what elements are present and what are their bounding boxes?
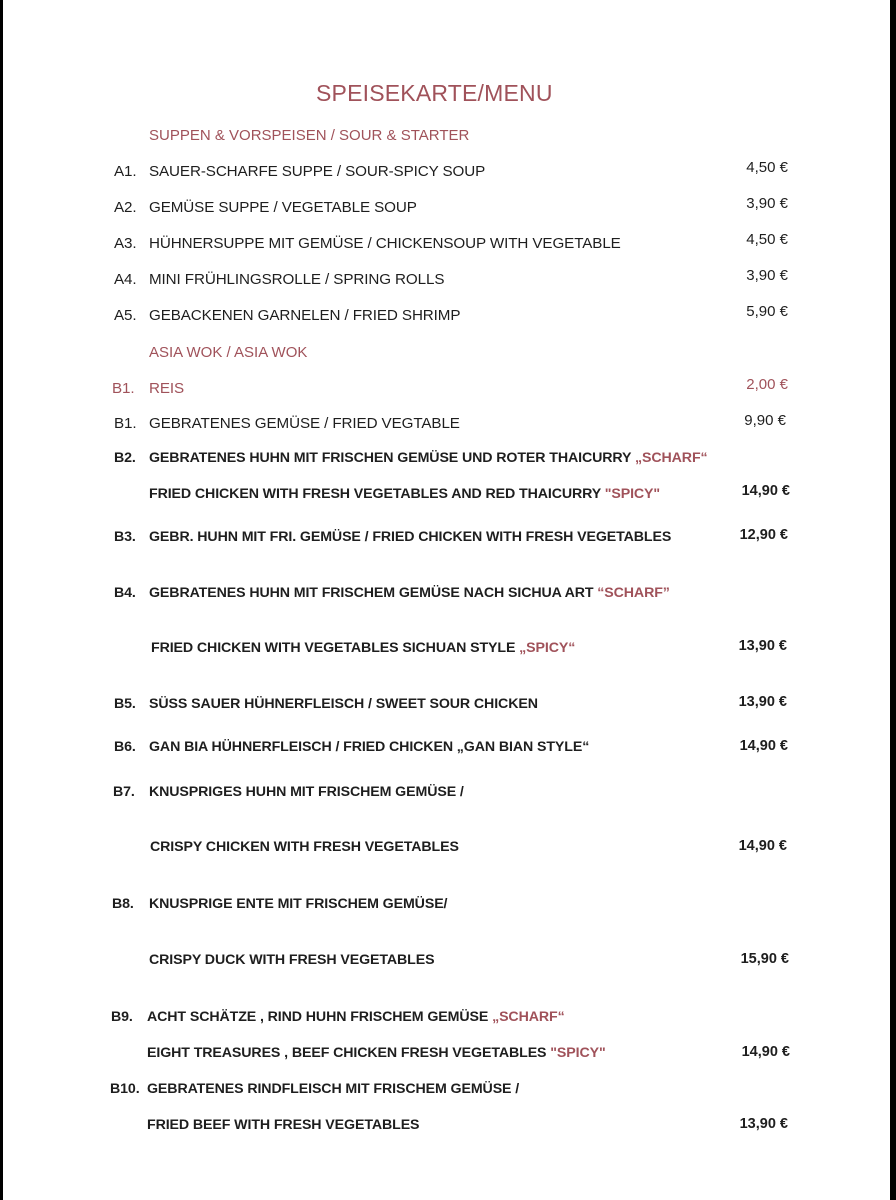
item-name: REIS [149,380,185,397]
item-price-b7: 14,90 € [738,838,787,854]
item-name: GAN BIA HÜHNERFLEISCH / FRIED CHICKEN „GAN BIAN STYLE“ [149,739,590,755]
menu-item-b8 [112,896,448,912]
item-price-a4: 3,90 € [746,267,788,284]
item-code: B7. [113,784,135,800]
item-code: A1. [114,163,137,180]
menu-title: SPEISEKARTE/MENU [316,80,553,106]
item-name: HÜHNERSUPPE MIT GEMÜSE / CHICKENSOUP WITH VEGETABLE [149,235,621,252]
menu-item-b4 [114,585,670,601]
item-name-de: KNUSPRIGES HUHN MIT FRISCHEM GEMÜSE / [149,784,464,800]
item-code: B8. [112,896,134,912]
item-name-de: KNUSPRIGE ENTE MIT FRISCHEM GEMÜSE/ [149,896,448,912]
item-name: MINI FRÜHLINGSROLLE / SPRING ROLLS [149,271,445,288]
item-name: GEMÜSE SUPPE / VEGETABLE SOUP [149,199,417,216]
item-price-b6: 14,90 € [739,738,788,754]
item-price-b10: 13,90 € [739,1116,788,1132]
item-price-b3: 12,90 € [739,527,788,543]
item-name: SAUER-SCHARFE SUPPE / SOUR-SPICY SOUP [149,163,486,180]
menu-item-b5 [114,696,538,712]
menu-item-a1 [114,163,486,180]
menu-item-b9 [111,1009,565,1025]
item-price-b9: 14,90 € [741,1044,790,1060]
menu-item-b10 [110,1081,520,1097]
item-price-b8: 15,90 € [740,951,789,967]
menu-item-a5 [114,307,461,324]
item-code: A5. [114,307,137,324]
item-price-a1: 4,50 € [746,159,788,176]
item-code: B4. [114,585,136,601]
section-heading-wok: ASIA WOK / ASIA WOK [149,344,308,361]
menu-item-b3 [114,529,672,545]
spicy-label: „SCHARF“ [492,1009,565,1025]
spicy-label: "SPICY" [550,1045,606,1061]
item-code: B10. [110,1081,140,1097]
item-price-a2: 3,90 € [746,195,788,212]
item-name-de: ACHT SCHÄTZE , RIND HUHN FRISCHEM GEMÜSE „SCHARF“ [147,1009,565,1025]
item-code: B2. [114,450,136,466]
menu-item-b1 [114,415,460,432]
item-price-b4: 13,90 € [738,638,787,654]
spicy-label: “SCHARF” [597,585,670,601]
item-name-de: GEBRATENES RINDFLEISCH MIT FRISCHEM GEMÜSE / [147,1081,520,1097]
item-price-reis: 2,00 € [746,376,788,393]
item-price-a3: 4,50 € [746,231,788,248]
item-price-b2: 14,90 € [741,483,790,499]
item-code: A2. [114,199,137,216]
spicy-label: „SPICY“ [519,640,576,656]
item-code: A3. [114,235,137,252]
menu-item-a2 [114,199,417,216]
item-name: SÜSS SAUER HÜHNERFLEISCH / SWEET SOUR CHICKEN [149,696,538,712]
item-price-b1: 9,90 € [744,412,786,429]
item-name-en-b7: CRISPY CHICKEN WITH FRESH VEGETABLES [150,839,459,855]
menu-item-b2 [114,450,708,466]
menu-page [3,0,890,1200]
item-name: GEBR. HUHN MIT FRI. GEMÜSE / FRIED CHICKEN WITH FRESH VEGETABLES [149,529,672,545]
menu-item-b6 [114,739,590,755]
item-name-en-b4: FRIED CHICKEN WITH VEGETABLES SICHUAN STYLE „SPICY“ [151,640,576,656]
spicy-label: „SCHARF“ [635,450,708,466]
item-code: B5. [114,696,136,712]
item-price-a5: 5,90 € [746,303,788,320]
item-name-de: GEBRATENES HUHN MIT FRISCHEM GEMÜSE NACH SICHUA ART “SCHARF” [149,585,670,601]
item-name-en-b10: FRIED BEEF WITH FRESH VEGETABLES [147,1117,420,1133]
spicy-label: "SPICY" [604,486,661,502]
item-name-en-b2: FRIED CHICKEN WITH FRESH VEGETABLES AND RED THAICURRY "SPICY" [149,486,661,502]
item-price-b5: 13,90 € [738,694,787,710]
item-name-de: GEBRATENES HUHN MIT FRISCHEN GEMÜSE UND ROTER THAICURRY „SCHARF“ [149,450,708,466]
menu-item-reis [112,380,185,397]
item-code: B3. [114,529,136,545]
section-heading-soups: SUPPEN & VORSPEISEN / SOUR & STARTER [149,127,470,144]
menu-item-a4 [114,271,445,288]
item-code: B9. [111,1009,133,1025]
item-code: B1. [112,380,135,397]
menu-item-b7 [113,784,464,800]
item-name: GEBRATENES GEMÜSE / FRIED VEGTABLE [149,415,460,432]
item-name: GEBACKENEN GARNELEN / FRIED SHRIMP [149,307,461,324]
item-name-en-b9: EIGHT TREASURES , BEEF CHICKEN FRESH VEGETABLES "SPICY" [147,1045,606,1061]
menu-item-a3 [114,235,621,252]
item-code: B1. [114,415,137,432]
item-name-en-b8: CRISPY DUCK WITH FRESH VEGETABLES [149,952,435,968]
item-code: A4. [114,271,137,288]
item-code: B6. [114,739,136,755]
